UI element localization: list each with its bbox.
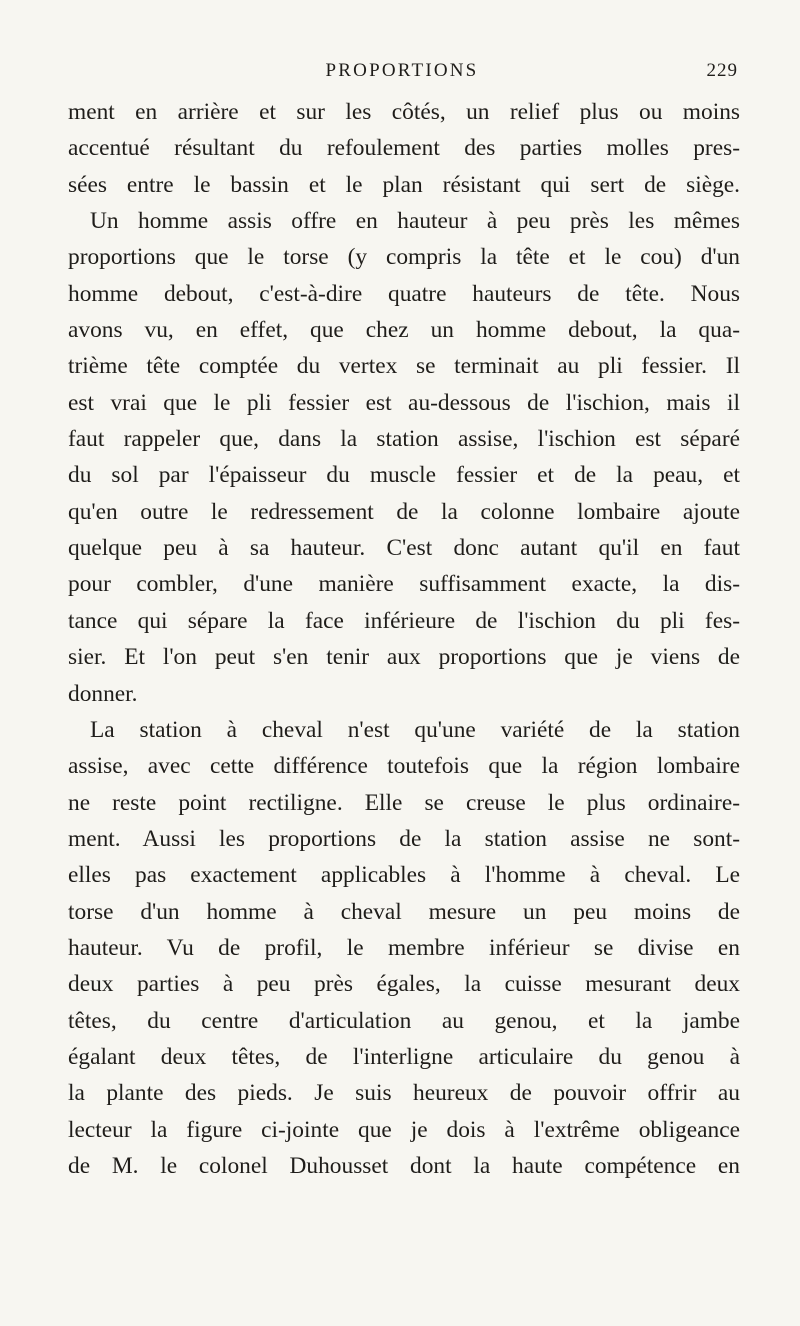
- body-text: [68, 94, 740, 1184]
- text-line: pour combler, d'une manière suffisamment exacte, la dis-: [68, 571, 740, 598]
- text-line: homme debout, c'est-à-dire quatre hauteurs de tête. Nous: [68, 280, 740, 307]
- text-line: elles pas exactement applicables à l'homme à cheval. Le: [68, 862, 740, 889]
- text-line: La station à cheval n'est qu'une variété de la station: [90, 716, 740, 743]
- text-line: la plante des pieds. Je suis heureux de pouvoir offrir au: [68, 1080, 740, 1107]
- text-line: accentué résultant du refoulement des parties molles pres-: [68, 135, 740, 162]
- text-line: lecteur la figure ci-jointe que je dois à l'extrême obligeance: [68, 1116, 740, 1143]
- text-line: torse d'un homme à cheval mesure un peu moins de: [68, 898, 740, 925]
- text-line: tance qui sépare la face inférieure de l'ischion du pli fes-: [68, 607, 740, 634]
- text-line: Un homme assis offre en hauteur à peu près les mêmes: [90, 208, 740, 235]
- text-line: ment en arrière et sur les côtés, un relief plus ou moins: [68, 99, 740, 125]
- text-line: avons vu, en effet, que chez un homme debout, la qua-: [68, 317, 740, 344]
- text-line: ment. Aussi les proportions de la station assise ne sont-: [68, 825, 740, 852]
- text-line: ne reste point rectiligne. Elle se creuse le plus ordinaire-: [68, 789, 740, 816]
- page-number: 229: [706, 60, 738, 81]
- text-line: est vrai que le pli fessier est au-dessous de l'ischion, mais il: [68, 389, 740, 416]
- text-line: donner.: [68, 680, 138, 707]
- text-line: hauteur. Vu de profil, le membre inférieur se divise en: [68, 934, 740, 961]
- text-line: deux parties à peu près égales, la cuisse mesurant deux: [68, 971, 740, 998]
- text-line: sées entre le bassin et le plan résistant qui sert de siège.: [68, 171, 740, 198]
- text-line: de M. le colonel Duhousset dont la haute compétence en: [68, 1152, 740, 1179]
- text-line: qu'en outre le redressement de la colonne lombaire ajoute: [68, 498, 740, 525]
- text-line: trième tête comptée du vertex se terminait au pli fessier. Il: [68, 353, 740, 380]
- text-line: faut rappeler que, dans la station assise, l'ischion est séparé: [68, 426, 740, 453]
- text-line: égalant deux têtes, de l'interligne articulaire du genou à: [68, 1043, 740, 1070]
- text-line: du sol par l'épaisseur du muscle fessier et de la peau, et: [68, 462, 740, 489]
- running-title: PROPORTIONS: [325, 60, 479, 81]
- running-head: [66, 60, 738, 90]
- text-line: sier. Et l'on peut s'en tenir aux proportions que je viens de: [68, 644, 740, 671]
- text-line: têtes, du centre d'articulation au genou, et la jambe: [68, 1007, 740, 1034]
- text-line: quelque peu à sa hauteur. C'est donc autant qu'il en faut: [68, 535, 740, 562]
- text-line: assise, avec cette différence toutefois que la région lombaire: [68, 753, 740, 780]
- text-line: proportions que le torse (y compris la tête et le cou) d'un: [68, 244, 740, 271]
